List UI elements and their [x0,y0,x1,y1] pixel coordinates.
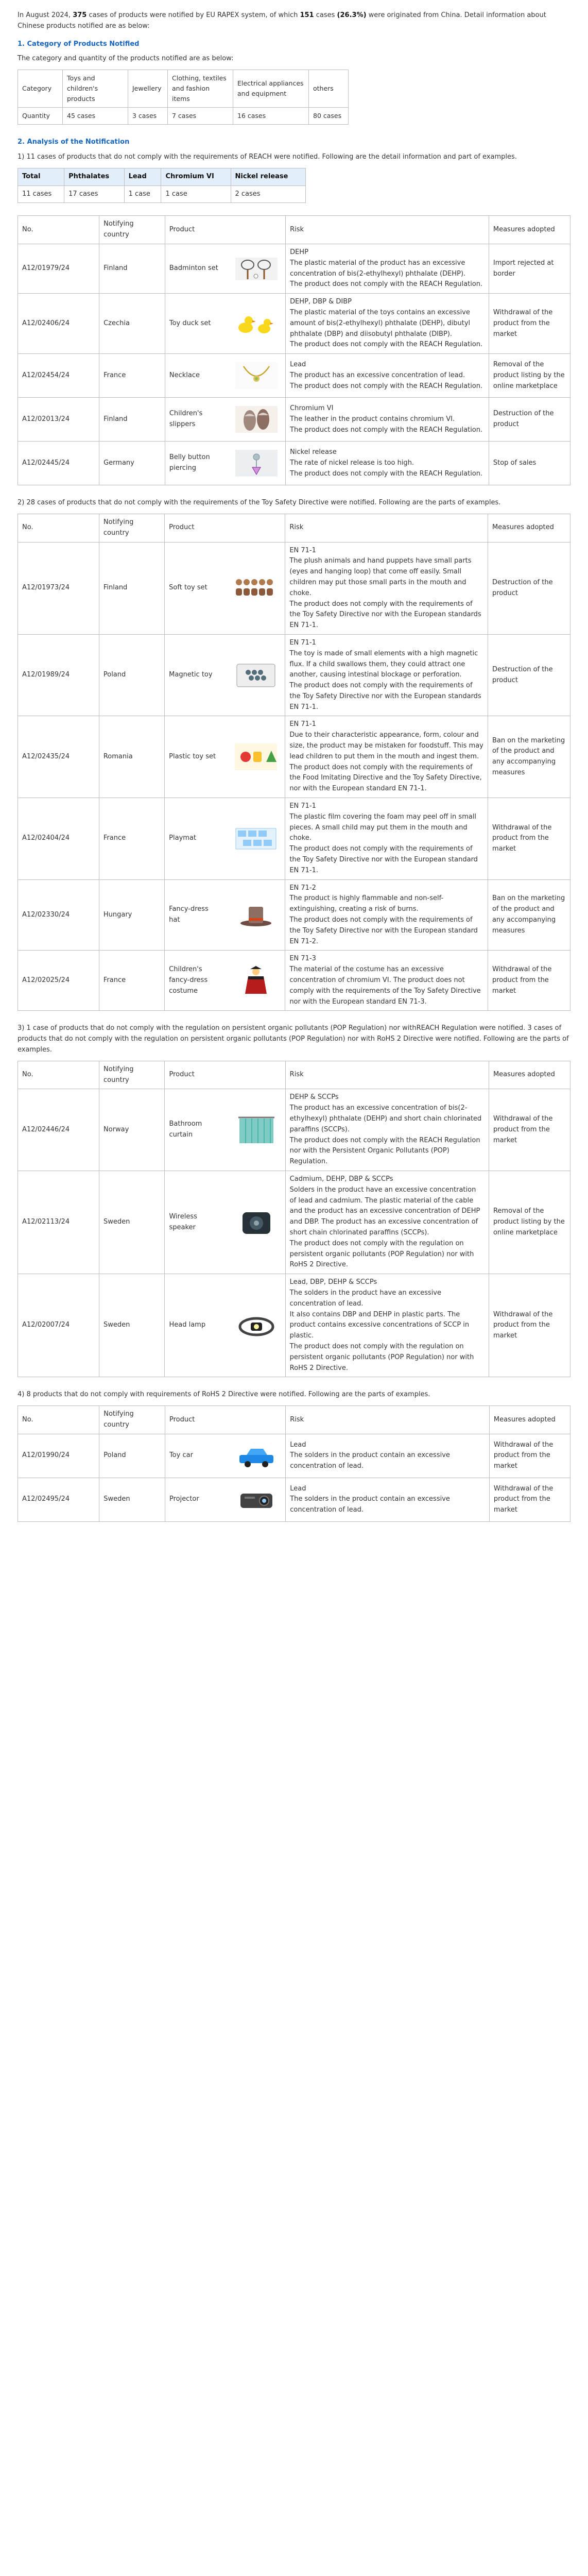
table-row [18,244,570,293]
table-header-row [18,1061,570,1089]
product-cell [165,1274,285,1377]
risk-text: Lead The solders in the product contain an excessive concentration of lead. [290,1440,450,1470]
category-cell: Clothing, textiles and fashion items [168,70,233,108]
summary-header-row [18,168,306,185]
measures-adopted: Import rejected at border [489,244,570,293]
column-header: Product [165,1406,285,1434]
table-row [18,798,570,880]
risk-text: EN 71-2 The product is highly flammable and non-self-extinguishing, creating a risk of burns. The product does not comply with the requirements of the Toy Safety Directive nor with the European standard EN 71-2. [289,884,478,945]
table-row [18,442,570,485]
risk-text: Lead The solders in the product contain an excessive concentration of lead. [290,1484,450,1514]
risk-text: Cadmium, DEHP, DBP & SCCPs Solders in the product have an excessive concentration of lead and cadmium. The plastic material of the cable and the product has an excessive concentration of DEHP and DBP. The product has an excessive concentration of short chain chlorinated paraffins (SCCPs). The product does not comply with the regulation on persistent organic pollutants (POP Regulation) nor with RoHS 2 Directive. [289,1175,480,1269]
risk-description [285,716,488,798]
measures-adopted: Destruction of the product [488,634,570,716]
table-row [18,1478,570,1521]
product-cell [165,716,285,798]
column-header: Measures adopted [489,216,570,244]
risk-text: Chromium VI The leather in the product contains chromium VI. The product does not comply with the REACH Regulation. [290,404,483,434]
risk-description [286,1434,490,1478]
product-name: Playmat [169,834,196,842]
quantity-row [18,108,349,125]
measures-adopted: Withdrawal of the product from the market [488,798,570,880]
projector-image [232,1481,281,1518]
column-header: Product [165,1061,285,1089]
product-name: Badminton set [169,264,218,273]
toy-duck-image [232,305,281,342]
product-name: Fancy-dress hat [169,905,209,924]
summary-header: Phthalates [64,168,124,185]
total-cases-count: 375 [73,11,87,19]
table-row [18,716,570,798]
notification-number: A12/02404/24 [18,798,99,880]
china-cases-percent: (26.3%) [337,11,367,19]
risk-description [285,542,488,634]
risk-description [285,1089,489,1171]
summary-header: Nickel release [231,168,306,185]
risk-description [286,398,489,442]
notifying-country: Czechia [99,294,165,354]
column-header: Measures adopted [489,1406,570,1434]
column-header: Product [165,514,285,542]
category-cell: Electrical appliances and equipment [233,70,309,108]
column-header: Risk [285,1061,489,1089]
product-name: Bathroom curtain [169,1120,202,1139]
risk-text: Lead The product has an excessive concentration of lead. The product does not comply with the REACH Regulation. [290,360,483,390]
soft-toy-image [231,570,281,607]
toy-car-image [232,1437,281,1475]
measures-adopted: Destruction of the product [489,398,570,442]
product-cell [165,442,285,485]
notification-number: A12/02454/24 [18,354,99,398]
summary-value: 2 cases [231,185,306,203]
summary-value: 1 case [124,185,161,203]
summary-header: Lead [124,168,161,185]
table-row [18,542,570,634]
product-cell [165,1171,285,1274]
product-name: Head lamp [169,1321,206,1329]
measures-adopted: Destruction of the product [488,542,570,634]
column-header: No. [18,1406,99,1434]
pop-paragraph: 3) 1 case of products that do not comply with the regulation on persistent organic pollutants (POP Regulation) nor withREACH Regulation were notified. 3 cases of products that do not comply with the regulation on persistent organic pollutants (POP Regulation) nor with RoHS 2 Directive were notified. Following are the parts of examples. [18,1024,569,1054]
category-cell: others [309,70,349,108]
notifying-country: France [99,798,164,880]
notifying-country: Norway [99,1089,165,1171]
product-name: Children's fancy-dress costume [169,965,208,995]
product-cell [165,244,285,293]
badminton-set-image [232,250,281,287]
product-name: Toy car [169,1451,193,1460]
table-row [18,294,570,354]
table-row [18,951,570,1011]
product-name: Wireless speaker [169,1212,197,1231]
column-header: No. [18,514,99,542]
reach-products-table [18,215,570,485]
product-cell [165,951,285,1011]
risk-text: DEHP The plastic material of the product has an excessive concentration of bis(2-ethylhexyl) phthalate (DEHP). The product does not comply with the REACH Regulation. [290,248,483,289]
summary-value-row [18,185,306,203]
quantity-row-head: Quantity [18,108,63,125]
quantity-cell: 45 cases [63,108,128,125]
rohs-products-table [18,1405,570,1522]
product-name: Necklace [169,371,200,379]
risk-text: Nickel release The rate of nickel release is too high. The product does not comply with the REACH Regulation. [290,448,483,478]
notifying-country: France [99,354,165,398]
risk-description [286,244,489,293]
column-header: No. [18,1061,99,1089]
notification-number: A12/02025/24 [18,951,99,1011]
summary-value: 17 cases [64,185,124,203]
category-row [18,70,349,108]
table-row [18,1274,570,1377]
risk-text: DEHP & SCCPs The product has an excessive concentration of bis(2-ethylhexyl) phthalate (DEHP) and short chain chlorinated paraffins (SCCPs). The product does not comply with the REACH Regulation nor with the Persistent Organic Pollutants (POP) Regulation. [289,1093,482,1166]
notifying-country: Sweden [99,1274,165,1377]
measures-adopted: Stop of sales [489,442,570,485]
column-header: No. [18,216,99,244]
summary-header: Total [18,168,64,185]
pop-products-table [18,1061,570,1378]
column-header: Notifying country [99,514,164,542]
category-description: The category and quantity of the products notified are as below: [18,55,234,63]
toy-paragraph: 2) 28 cases of products that do not comply with the requirements of the Toy Safety Directive were notified. Following are the parts of examples. [18,499,501,507]
rohs-paragraph: 4) 8 products that do not comply with requirements of RoHS 2 Directive were notified. Following are the parts of examples. [18,1391,430,1399]
reach-summary-table [18,168,306,204]
intro-paragraph: In August 2024, 375 cases of products were notified by EU RAPEX system, of which 151 cases (26.3%) were originated from China. Detail information about Chinese products notified are as below: [18,11,546,30]
product-name: Belly button piercing [169,453,210,472]
product-cell [165,294,285,354]
product-name: Toy duck set [169,319,211,327]
notifying-country: Finland [99,398,165,442]
product-name: Projector [169,1495,199,1503]
notifying-country: Hungary [99,879,164,951]
notification-number: A12/02446/24 [18,1089,99,1171]
risk-text: EN 71-1 The toy is made of small elements with a high magnetic flux. If a child swallows them, they could attract one another, causing intestinal blockage or perforation. The product does not comply with the requirements of the Toy Safety Directive nor with the European standards EN 71-1. [289,638,481,711]
notifying-country: Sweden [99,1478,165,1521]
product-cell [165,798,285,880]
risk-text: EN 71-3 The material of the costume has an excessive concentration of chromium VI. The product does not comply with the requirements of the Toy Safety Directive nor with the European standard EN 71-3. [289,955,481,1006]
costume-image [231,962,281,999]
notification-number: A12/02445/24 [18,442,99,485]
risk-description [286,294,489,354]
risk-description [286,354,489,398]
product-cell [165,879,285,951]
summary-header: Chromium VI [161,168,231,185]
notification-number: A12/02406/24 [18,294,99,354]
necklace-image [232,357,281,394]
section-title-category: 1. Category of Products Notified [18,40,140,48]
risk-description [285,798,488,880]
notifying-country: France [99,951,164,1011]
table-header-row [18,216,570,244]
risk-description [286,1478,490,1521]
china-cases-count: 151 [300,11,314,19]
column-header: Notifying country [99,1061,165,1089]
product-cell [165,354,285,398]
quantity-cell: 3 cases [128,108,168,125]
notification-number: A12/01973/24 [18,542,99,634]
notifying-country: Poland [99,1434,165,1478]
category-cell: Toys and children's products [63,70,128,108]
notification-number: A12/02007/24 [18,1274,99,1377]
quantity-cell: 80 cases [309,108,349,125]
notification-number: A12/01990/24 [18,1434,99,1478]
slippers-image [232,401,281,438]
summary-value: 11 cases [18,185,64,203]
risk-description [285,951,488,1011]
risk-text: Lead, DBP, DEHP & SCCPs The solders in the product have an excessive concentration of lead. It also contains DBP and DEHP in plastic parts. The product contains excessive concentrations of SCCP in plastic. The product does not comply with the regulation on persistent organic pollutants (POP Regulation) nor with RoHS 2 Directive. [289,1278,474,1372]
column-header: Measures adopted [489,1061,570,1089]
product-name: Magnetic toy [169,671,213,679]
product-cell [165,634,285,716]
product-name: Plastic toy set [169,752,216,760]
measures-adopted: Withdrawal of the product from the market [489,1478,570,1521]
notifying-country: Poland [99,634,164,716]
reach-paragraph: 1) 11 cases of products that do not comply with the requirements of REACH were notified. Following are the detail information and part of examples. [18,152,517,161]
column-header: Risk [286,1406,490,1434]
measures-adopted: Withdrawal of the product from the market [488,951,570,1011]
product-name: Soft toy set [169,584,207,592]
table-header-row [18,1406,570,1434]
table-row [18,354,570,398]
bathroom-curtain-image [232,1111,281,1148]
notifying-country: Finland [99,542,164,634]
risk-description [285,1171,489,1274]
section-title-analysis: 2. Analysis of the Notification [18,138,130,146]
table-header-row [18,514,570,542]
toy-products-table [18,514,570,1011]
risk-text: EN 71-1 Due to their characteristic appearance, form, colour and size, the product may be mistaken for foodstuff. This may lead children to put them in the mouth and ingest them. The product does not comply with the requirements of the Food Imitating Directive and the Toy Safety Directive, nor with the European standard EN 71-1. [289,720,483,793]
risk-description [286,442,489,485]
quantity-cell: 7 cases [168,108,233,125]
risk-description [285,1274,489,1377]
column-header: Notifying country [99,1406,165,1434]
measures-adopted: Withdrawal of the product from the market [489,1434,570,1478]
measures-adopted: Ban on the marketing of the product and any accompanying measures [488,879,570,951]
table-row [18,1434,570,1478]
measures-adopted: Removal of the product listing by the online marketplace [489,354,570,398]
plastic-toy-image [231,738,281,775]
notification-number: A12/02013/24 [18,398,99,442]
risk-text: DEHP, DBP & DIBP The plastic material of the toys contains an excessive amount of bis(2-ethylhexyl) phthalate (DEHP), dibutyl phthalate (DBP) and diisobutyl phthalate (DIBP). The product does not comply with the REACH Regulation. [290,298,483,349]
measures-adopted: Withdrawal of the product from the market [489,1089,570,1171]
table-row [18,634,570,716]
risk-text: EN 71-1 The plastic film covering the foam may peel off in small pieces. A small child may put them in the mouth and choke. The product does not comply with the requirements of the Toy Safety Directive nor with the European standard EN 71-1. [289,802,478,874]
table-row [18,879,570,951]
table-row [18,1171,570,1274]
notification-number: A12/01979/24 [18,244,99,293]
notifying-country: Sweden [99,1171,165,1274]
notification-number: A12/02113/24 [18,1171,99,1274]
notification-number: A12/02495/24 [18,1478,99,1521]
measures-adopted: Ban on the marketing of the product and any accompanying measures [488,716,570,798]
summary-value: 1 case [161,185,231,203]
magnetic-toy-image [231,657,281,694]
head-lamp-image [232,1307,281,1344]
column-header: Product [165,216,285,244]
product-cell [165,542,285,634]
fancy-hat-image [231,896,281,934]
product-cell [165,1089,285,1171]
product-cell [165,398,285,442]
notification-number: A12/01989/24 [18,634,99,716]
risk-description [285,634,488,716]
category-table [18,70,349,125]
bottom-spacer [18,1534,570,1570]
column-header: Risk [286,216,489,244]
notifying-country: Germany [99,442,165,485]
quantity-cell: 16 cases [233,108,309,125]
notification-number: A12/02435/24 [18,716,99,798]
product-name: Children's slippers [169,410,203,429]
product-cell [165,1478,285,1521]
column-header: Notifying country [99,216,165,244]
measures-adopted: Withdrawal of the product from the market [489,1274,570,1377]
category-cell: Jewellery [128,70,168,108]
speaker-image [232,1204,281,1241]
risk-description [285,879,488,951]
category-row-head: Category [18,70,63,108]
piercing-image [232,445,281,482]
measures-adopted: Removal of the product listing by the online marketplace [489,1171,570,1274]
table-row [18,398,570,442]
playmat-image [231,820,281,857]
measures-adopted: Withdrawal of the product from the market [489,294,570,354]
notification-number: A12/02330/24 [18,879,99,951]
notifying-country: Finland [99,244,165,293]
risk-text: EN 71-1 The plush animals and hand puppets have small parts (eyes and hanging loop) that come off easily. Small children may put those small parts in the mouth and choke. The product does not comply with the requirements of the Toy Safety Directive nor with the European standards EN 71-1. [289,546,481,630]
table-row [18,1089,570,1171]
product-cell [165,1434,285,1478]
column-header: Risk [285,514,488,542]
notifying-country: Romania [99,716,164,798]
column-header: Measures adopted [488,514,570,542]
